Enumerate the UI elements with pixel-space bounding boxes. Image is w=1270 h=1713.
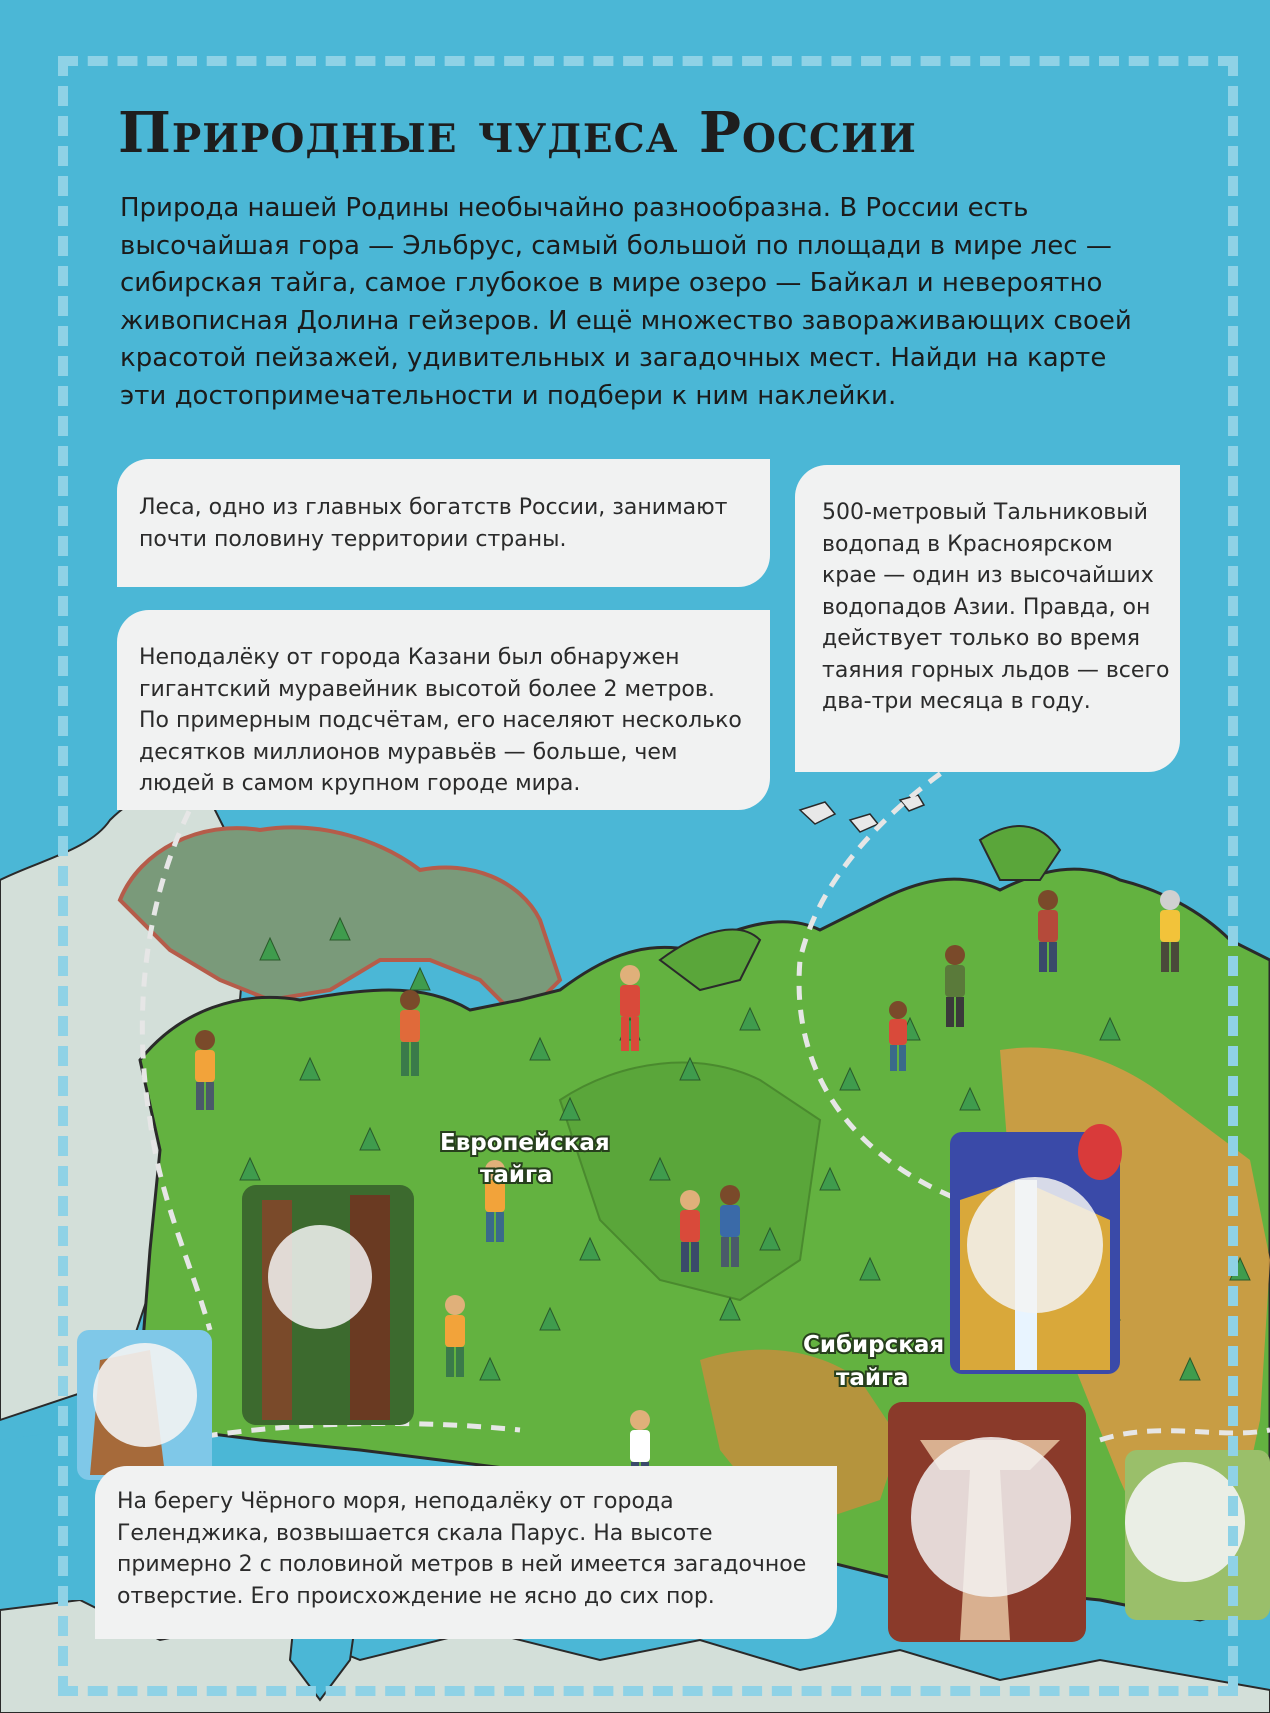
label-siberian-taiga-line2: тайга	[836, 1365, 909, 1391]
label-european-taiga-line2: тайга	[480, 1162, 553, 1188]
label-siberian-taiga-line1: Сибирская	[803, 1332, 945, 1358]
fact-card-forests	[117, 459, 770, 587]
fact-forests-text: Леса, одно из главных богатств России, занимают почти половину территории страны.	[139, 495, 728, 552]
label-european-taiga-line1: Европейская	[440, 1130, 610, 1156]
intro-text: Природа нашей Родины необычайно разнообразна. В России есть высочайшая гора — Эльбрус, самый большой по площади в мире лес — сибирская тайга, самое глубокое в мире озеро — Байкал и невероятно живописная Долина гейзеров. И ещё множество завораживающих своей красотой пейзажей, удивительных и загадочных мест. Найди на карте эти достопримечательности и подбери к ним наклейки.	[120, 193, 1132, 411]
fact-waterfall-text: 500-метровый Тальниковый водопад в Красноярском крае — один из высочайших водопадов Азии. Правда, он действует только во время таяния горных льдов — всего два-три месяца в году.	[822, 500, 1170, 714]
fact-card-anthill	[117, 610, 770, 810]
fact-card-waterfall	[795, 465, 1180, 772]
fact-card-rock	[95, 1466, 837, 1639]
fact-rock-text: На берегу Чёрного моря, неподалёку от города Геленджика, возвышается скала Парус. На высоте примерно 2 с половиной метров в ней имеется загадочное отверстие. Его происхождение не ясно до сих пор.	[117, 1489, 807, 1609]
page-title: Природные чудеса России	[118, 100, 917, 166]
fact-anthill-text: Неподалёку от города Казани был обнаружен гигантский муравейник высотой более 2 метров. По примерным подсчётам, его населяют несколько десятков миллионов муравьёв — больше, чем людей в самом крупном городе мира.	[139, 645, 742, 796]
